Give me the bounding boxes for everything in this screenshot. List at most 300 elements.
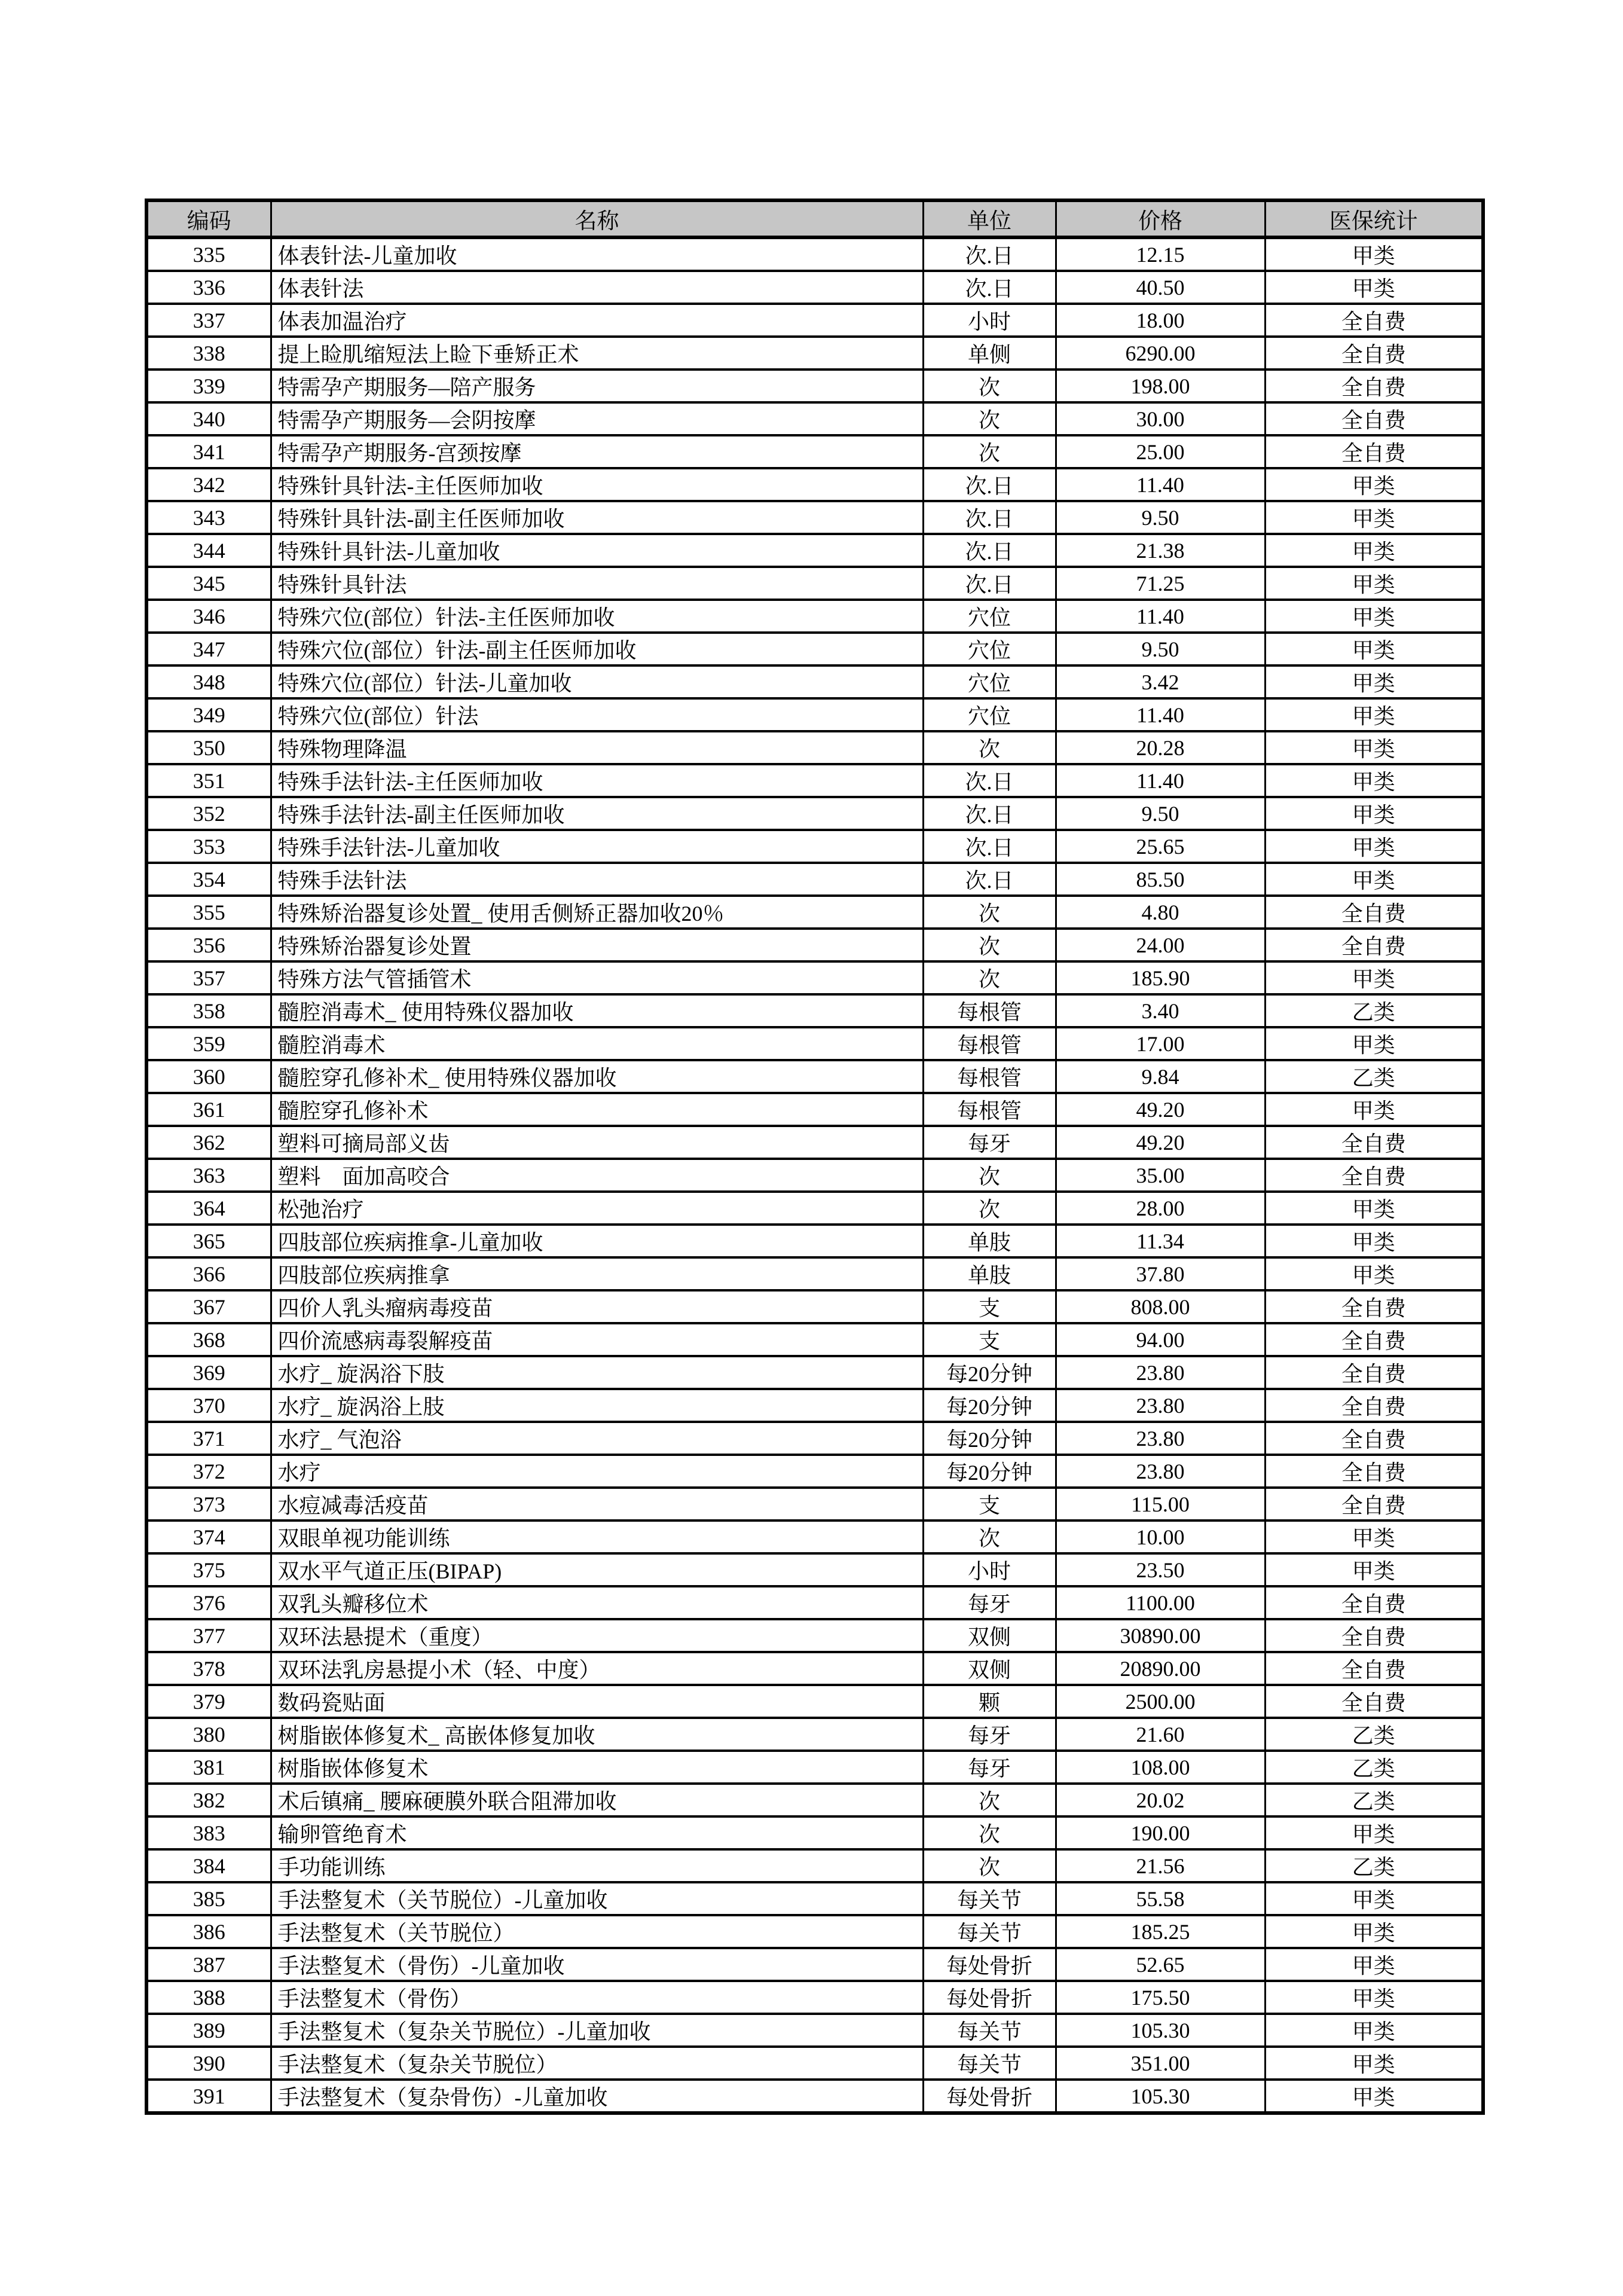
table-row [146,1192,1483,1225]
cell-name: 双水平气道正压(BIPAP) [271,1553,923,1586]
cell-code: 346 [146,600,271,633]
header-insurance: 医保统计 [1265,200,1483,237]
cell-insurance: 全自费 [1265,1323,1483,1356]
cell-price: 20.28 [1056,731,1265,764]
cell-price: 808.00 [1056,1290,1265,1323]
cell-name: 塑料 面加高咬合 [271,1159,923,1192]
table-row [146,896,1483,929]
table-row [146,271,1483,304]
cell-price: 85.50 [1056,863,1265,896]
cell-code: 381 [146,1751,271,1784]
cell-name: 塑料可摘局部义齿 [271,1126,923,1159]
cell-unit: 次 [923,1521,1056,1553]
cell-name: 手功能训练 [271,1849,923,1882]
cell-price: 21.38 [1056,534,1265,567]
cell-unit: 每20分钟 [923,1389,1056,1422]
table-row [146,1323,1483,1356]
table-row [146,1849,1483,1882]
cell-name: 特殊手法针法-副主任医师加收 [271,797,923,830]
cell-price: 2500.00 [1056,1685,1265,1718]
cell-unit: 次 [923,1159,1056,1192]
table-row [146,1225,1483,1257]
cell-price: 40.50 [1056,271,1265,304]
cell-code: 378 [146,1652,271,1685]
cell-insurance: 甲类 [1265,567,1483,600]
cell-code: 376 [146,1586,271,1619]
cell-price: 351.00 [1056,2047,1265,2080]
cell-price: 115.00 [1056,1488,1265,1521]
cell-unit: 每牙 [923,1586,1056,1619]
cell-insurance: 乙类 [1265,994,1483,1027]
table-row [146,1389,1483,1422]
cell-insurance: 甲类 [1265,237,1483,271]
cell-price: 20890.00 [1056,1652,1265,1685]
cell-insurance: 全自费 [1265,1652,1483,1685]
cell-code: 362 [146,1126,271,1159]
table-row [146,797,1483,830]
cell-insurance: 全自费 [1265,1488,1483,1521]
cell-unit: 每关节 [923,1915,1056,1948]
cell-code: 384 [146,1849,271,1882]
cell-price: 49.20 [1056,1126,1265,1159]
table-row [146,534,1483,567]
table-row [146,1488,1483,1521]
cell-price: 11.40 [1056,698,1265,731]
cell-insurance: 甲类 [1265,1948,1483,1981]
cell-insurance: 甲类 [1265,2080,1483,2113]
cell-code: 377 [146,1619,271,1652]
cell-price: 9.84 [1056,1060,1265,1093]
cell-name: 特殊手法针法 [271,863,923,896]
cell-unit: 单侧 [923,337,1056,370]
cell-name: 双乳头瓣移位术 [271,1586,923,1619]
table-row [146,1948,1483,1981]
cell-code: 361 [146,1093,271,1126]
cell-code: 380 [146,1718,271,1751]
cell-code: 369 [146,1356,271,1389]
cell-unit: 次.日 [923,830,1056,863]
cell-price: 11.40 [1056,764,1265,797]
cell-unit: 每处骨折 [923,1981,1056,2014]
cell-unit: 每牙 [923,1718,1056,1751]
cell-name: 特殊针具针法 [271,567,923,600]
cell-price: 3.40 [1056,994,1265,1027]
cell-code: 382 [146,1784,271,1816]
cell-price: 18.00 [1056,304,1265,337]
table-row [146,1981,1483,2014]
cell-unit: 每处骨折 [923,2080,1056,2113]
cell-price: 11.34 [1056,1225,1265,1257]
cell-unit: 次.日 [923,534,1056,567]
cell-price: 23.80 [1056,1422,1265,1455]
cell-insurance: 甲类 [1265,665,1483,698]
table-row [146,501,1483,534]
cell-unit: 支 [923,1290,1056,1323]
cell-unit: 每关节 [923,1882,1056,1915]
cell-unit: 每20分钟 [923,1455,1056,1488]
cell-insurance: 甲类 [1265,2047,1483,2080]
cell-name: 手法整复术（骨伤） [271,1981,923,2014]
table-row [146,1060,1483,1093]
table-row [146,304,1483,337]
cell-insurance: 甲类 [1265,1981,1483,2014]
cell-unit: 每关节 [923,2014,1056,2047]
cell-unit: 单肢 [923,1257,1056,1290]
cell-insurance: 全自费 [1265,1389,1483,1422]
cell-insurance: 甲类 [1265,961,1483,994]
cell-insurance: 甲类 [1265,2014,1483,2047]
cell-name: 双环法悬提术（重度） [271,1619,923,1652]
cell-unit: 穴位 [923,665,1056,698]
header-price: 价格 [1056,200,1265,237]
cell-unit: 支 [923,1323,1056,1356]
cell-code: 335 [146,237,271,271]
header-unit: 单位 [923,200,1056,237]
table-row [146,1257,1483,1290]
cell-unit: 穴位 [923,698,1056,731]
cell-name: 手法整复术（复杂骨伤）-儿童加收 [271,2080,923,2113]
cell-name: 特殊物理降温 [271,731,923,764]
cell-price: 185.25 [1056,1915,1265,1948]
cell-insurance: 甲类 [1265,271,1483,304]
table-row [146,633,1483,665]
cell-insurance: 甲类 [1265,830,1483,863]
cell-code: 348 [146,665,271,698]
table-row [146,2047,1483,2080]
header-row [146,200,1483,237]
cell-name: 数码瓷贴面 [271,1685,923,1718]
table-row [146,600,1483,633]
cell-insurance: 全自费 [1265,929,1483,961]
table-row [146,731,1483,764]
cell-code: 341 [146,435,271,468]
table-row [146,1586,1483,1619]
cell-insurance: 全自费 [1265,1356,1483,1389]
cell-code: 389 [146,2014,271,2047]
cell-name: 特殊针具针法-主任医师加收 [271,468,923,501]
cell-code: 368 [146,1323,271,1356]
cell-insurance: 全自费 [1265,896,1483,929]
cell-insurance: 全自费 [1265,1455,1483,1488]
cell-name: 四价流感病毒裂解疫苗 [271,1323,923,1356]
table-header [146,200,1483,237]
cell-code: 385 [146,1882,271,1915]
table-row [146,1422,1483,1455]
cell-code: 344 [146,534,271,567]
cell-code: 345 [146,567,271,600]
cell-name: 髓腔消毒术_ 使用特殊仪器加收 [271,994,923,1027]
cell-unit: 单肢 [923,1225,1056,1257]
table-row [146,1751,1483,1784]
cell-code: 359 [146,1027,271,1060]
cell-insurance: 甲类 [1265,534,1483,567]
cell-code: 386 [146,1915,271,1948]
cell-price: 175.50 [1056,1981,1265,2014]
cell-code: 347 [146,633,271,665]
cell-price: 71.25 [1056,567,1265,600]
cell-name: 双环法乳房悬提小术（轻、中度） [271,1652,923,1685]
cell-price: 10.00 [1056,1521,1265,1553]
cell-name: 特需孕产期服务—陪产服务 [271,370,923,402]
cell-unit: 每牙 [923,1751,1056,1784]
cell-unit: 每20分钟 [923,1356,1056,1389]
cell-name: 双眼单视功能训练 [271,1521,923,1553]
cell-unit: 穴位 [923,600,1056,633]
cell-code: 349 [146,698,271,731]
cell-price: 4.80 [1056,896,1265,929]
cell-insurance: 甲类 [1265,1027,1483,1060]
cell-name: 髓腔穿孔修补术_ 使用特殊仪器加收 [271,1060,923,1093]
cell-price: 28.00 [1056,1192,1265,1225]
cell-name: 髓腔消毒术 [271,1027,923,1060]
cell-unit: 次.日 [923,863,1056,896]
cell-price: 49.20 [1056,1093,1265,1126]
table-row [146,994,1483,1027]
cell-price: 35.00 [1056,1159,1265,1192]
cell-unit: 次.日 [923,797,1056,830]
table-row [146,929,1483,961]
table-row [146,1784,1483,1816]
cell-unit: 次 [923,370,1056,402]
cell-price: 6290.00 [1056,337,1265,370]
cell-name: 水疗_ 旋涡浴下肢 [271,1356,923,1389]
cell-code: 358 [146,994,271,1027]
table-row [146,1093,1483,1126]
cell-code: 387 [146,1948,271,1981]
cell-insurance: 甲类 [1265,863,1483,896]
cell-price: 55.58 [1056,1882,1265,1915]
cell-insurance: 甲类 [1265,1816,1483,1849]
header-code: 编码 [146,200,271,237]
table-row [146,1027,1483,1060]
cell-unit: 支 [923,1488,1056,1521]
cell-insurance: 全自费 [1265,1619,1483,1652]
table-row [146,1816,1483,1849]
cell-unit: 次 [923,961,1056,994]
cell-name: 体表加温治疗 [271,304,923,337]
cell-code: 342 [146,468,271,501]
cell-unit: 每20分钟 [923,1422,1056,1455]
cell-name: 输卵管绝育术 [271,1816,923,1849]
cell-name: 特殊矫治器复诊处置 [271,929,923,961]
cell-code: 338 [146,337,271,370]
cell-name: 特殊针具针法-儿童加收 [271,534,923,567]
table-row [146,665,1483,698]
table-row [146,1159,1483,1192]
table-row [146,1521,1483,1553]
cell-code: 375 [146,1553,271,1586]
cell-price: 11.40 [1056,600,1265,633]
cell-name: 髓腔穿孔修补术 [271,1093,923,1126]
cell-code: 371 [146,1422,271,1455]
cell-unit: 颗 [923,1685,1056,1718]
cell-price: 52.65 [1056,1948,1265,1981]
cell-name: 特殊手法针法-主任医师加收 [271,764,923,797]
cell-name: 手法整复术（关节脱位）-儿童加收 [271,1882,923,1915]
cell-insurance: 全自费 [1265,1685,1483,1718]
cell-insurance: 乙类 [1265,1718,1483,1751]
table-row [146,1619,1483,1652]
cell-price: 9.50 [1056,501,1265,534]
cell-name: 术后镇痛_ 腰麻硬膜外联合阻滞加收 [271,1784,923,1816]
cell-code: 350 [146,731,271,764]
table-row [146,961,1483,994]
cell-price: 21.60 [1056,1718,1265,1751]
table-row [146,1553,1483,1586]
cell-code: 352 [146,797,271,830]
cell-code: 357 [146,961,271,994]
cell-unit: 次.日 [923,271,1056,304]
cell-price: 105.30 [1056,2080,1265,2113]
cell-unit: 每处骨折 [923,1948,1056,1981]
cell-unit: 小时 [923,304,1056,337]
cell-insurance: 甲类 [1265,633,1483,665]
table-row [146,830,1483,863]
cell-name: 水疗_ 气泡浴 [271,1422,923,1455]
cell-name: 树脂嵌体修复术_ 高嵌体修复加收 [271,1718,923,1751]
cell-unit: 次 [923,1816,1056,1849]
cell-unit: 双侧 [923,1619,1056,1652]
cell-price: 9.50 [1056,797,1265,830]
cell-unit: 次 [923,1849,1056,1882]
cell-unit: 次.日 [923,468,1056,501]
table-row [146,2014,1483,2047]
cell-code: 367 [146,1290,271,1323]
table-row [146,1882,1483,1915]
cell-name: 四肢部位疾病推拿-儿童加收 [271,1225,923,1257]
table-row [146,1290,1483,1323]
cell-price: 12.15 [1056,237,1265,271]
cell-code: 363 [146,1159,271,1192]
table-row [146,468,1483,501]
cell-insurance: 甲类 [1265,731,1483,764]
cell-name: 特需孕产期服务—会阴按摩 [271,402,923,435]
table-row [146,698,1483,731]
cell-insurance: 全自费 [1265,435,1483,468]
table-row [146,1915,1483,1948]
cell-code: 337 [146,304,271,337]
cell-price: 3.42 [1056,665,1265,698]
cell-insurance: 全自费 [1265,402,1483,435]
cell-code: 383 [146,1816,271,1849]
table-row [146,402,1483,435]
cell-code: 336 [146,271,271,304]
cell-code: 374 [146,1521,271,1553]
cell-insurance: 全自费 [1265,1126,1483,1159]
cell-code: 372 [146,1455,271,1488]
cell-name: 特殊穴位(部位）针法-主任医师加收 [271,600,923,633]
cell-name: 手法整复术（骨伤）-儿童加收 [271,1948,923,1981]
cell-name: 特殊手法针法-儿童加收 [271,830,923,863]
cell-unit: 次.日 [923,237,1056,271]
cell-unit: 每根管 [923,1060,1056,1093]
cell-code: 354 [146,863,271,896]
table-row [146,2080,1483,2113]
cell-name: 水疗 [271,1455,923,1488]
header-name: 名称 [271,200,923,237]
cell-unit: 次 [923,896,1056,929]
table-row [146,1356,1483,1389]
cell-name: 特殊穴位(部位）针法-副主任医师加收 [271,633,923,665]
cell-code: 366 [146,1257,271,1290]
cell-name: 提上睑肌缩短法上睑下垂矫正术 [271,337,923,370]
cell-unit: 每根管 [923,1093,1056,1126]
cell-code: 353 [146,830,271,863]
cell-name: 树脂嵌体修复术 [271,1751,923,1784]
medical-price-table [145,199,1485,2115]
cell-insurance: 甲类 [1265,501,1483,534]
cell-price: 21.56 [1056,1849,1265,1882]
cell-insurance: 甲类 [1265,600,1483,633]
cell-code: 360 [146,1060,271,1093]
cell-price: 94.00 [1056,1323,1265,1356]
cell-price: 23.50 [1056,1553,1265,1586]
cell-code: 391 [146,2080,271,2113]
cell-unit: 次 [923,1784,1056,1816]
cell-code: 340 [146,402,271,435]
cell-unit: 每牙 [923,1126,1056,1159]
cell-insurance: 甲类 [1265,1915,1483,1948]
cell-insurance: 全自费 [1265,1422,1483,1455]
cell-name: 特殊针具针法-副主任医师加收 [271,501,923,534]
table-row [146,1126,1483,1159]
cell-name: 水疗_ 旋涡浴上肢 [271,1389,923,1422]
cell-unit: 小时 [923,1553,1056,1586]
cell-code: 373 [146,1488,271,1521]
cell-code: 379 [146,1685,271,1718]
cell-name: 体表针法 [271,271,923,304]
cell-name: 特殊穴位(部位）针法 [271,698,923,731]
cell-code: 355 [146,896,271,929]
cell-price: 25.00 [1056,435,1265,468]
cell-price: 9.50 [1056,633,1265,665]
cell-code: 356 [146,929,271,961]
cell-code: 351 [146,764,271,797]
table-row [146,237,1483,271]
cell-price: 30.00 [1056,402,1265,435]
cell-price: 37.80 [1056,1257,1265,1290]
cell-insurance: 甲类 [1265,1093,1483,1126]
cell-unit: 次.日 [923,501,1056,534]
cell-name: 四肢部位疾病推拿 [271,1257,923,1290]
cell-code: 343 [146,501,271,534]
cell-unit: 次 [923,731,1056,764]
cell-code: 388 [146,1981,271,2014]
cell-insurance: 甲类 [1265,698,1483,731]
cell-price: 1100.00 [1056,1586,1265,1619]
cell-price: 30890.00 [1056,1619,1265,1652]
cell-insurance: 乙类 [1265,1784,1483,1816]
cell-code: 390 [146,2047,271,2080]
cell-price: 23.80 [1056,1389,1265,1422]
cell-price: 17.00 [1056,1027,1265,1060]
cell-unit: 次 [923,402,1056,435]
table-row [146,435,1483,468]
cell-unit: 次 [923,929,1056,961]
cell-price: 11.40 [1056,468,1265,501]
cell-price: 185.90 [1056,961,1265,994]
cell-code: 365 [146,1225,271,1257]
cell-price: 23.80 [1056,1356,1265,1389]
cell-price: 190.00 [1056,1816,1265,1849]
cell-insurance: 乙类 [1265,1849,1483,1882]
table-row [146,567,1483,600]
cell-insurance: 全自费 [1265,337,1483,370]
cell-name: 手法整复术（复杂关节脱位） [271,2047,923,2080]
cell-name: 特殊方法气管插管术 [271,961,923,994]
cell-price: 108.00 [1056,1751,1265,1784]
cell-name: 特需孕产期服务-宫颈按摩 [271,435,923,468]
